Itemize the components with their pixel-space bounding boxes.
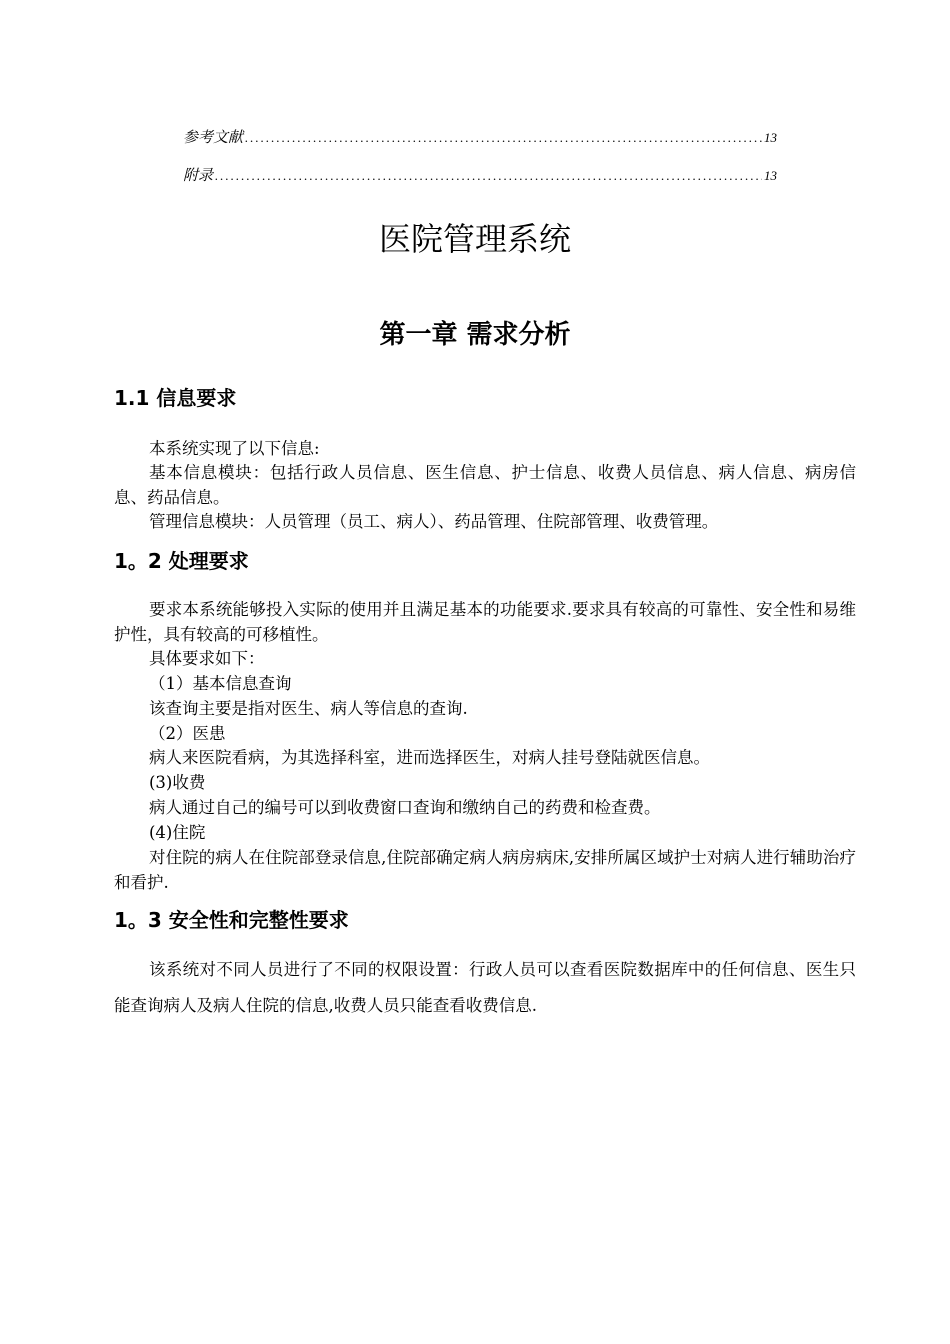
paragraph: 基本信息模块：包括行政人员信息、医生信息、护士信息、收费人员信息、病人信息、病房信息、药品信息。 [114, 463, 856, 507]
list-item-label: (3)收费 [149, 773, 206, 792]
paragraph: 具体要求如下： [149, 649, 265, 668]
chapter-heading: 第一章 需求分析 [379, 320, 571, 350]
list-item-label: (4)住院 [149, 823, 206, 842]
section-heading-processing-requirements: 1。2 处理要求 [114, 549, 249, 573]
toc-page-number: 13 [764, 168, 777, 183]
paragraph: 该系统对不同人员进行了不同的权限设置：行政人员可以查看医院数据库中的任何信息、医生只能查询病人及病人住院的信息,收费人员只能查看收费信息. [114, 960, 856, 1015]
toc-entry-appendix[interactable] [183, 164, 777, 186]
section-heading-security-integrity: 1。3 安全性和完整性要求 [114, 908, 349, 932]
list-item-label: （1）基本信息查询 [149, 674, 292, 693]
document-title: 医院管理系统 [378, 220, 571, 258]
list-item-text: 病人通过自己的编号可以到收费窗口查询和缴纳自己的药费和检查费。 [149, 798, 661, 817]
paragraph: 本系统实现了以下信息: [149, 439, 320, 458]
list-item-text: 病人来医院看病，为其选择科室，进而选择医生，对病人挂号登陆就医信息。 [149, 748, 710, 767]
paragraph: 要求本系统能够投入实际的使用并且满足基本的功能要求.要求具有较高的可靠性、安全性和易维护性，具有较高的可移植性。 [114, 600, 856, 644]
list-item-text: 该查询主要是指对医生、病人等信息的查询. [149, 699, 468, 718]
toc-entry-label: 附录 [183, 168, 214, 184]
toc-leader-dots [245, 130, 762, 146]
toc-entry-references[interactable] [183, 126, 777, 148]
list-item-text: 对住院的病人在住院部登录信息,住院部确定病人病房病床,安排所属区域护士对病人进行辅助治疗和看护. [114, 848, 856, 892]
toc-page-number: 13 [764, 130, 777, 145]
paragraph: 管理信息模块：人员管理（员工、病人）、药品管理、住院部管理、收费管理。 [149, 512, 719, 531]
toc-entry-label: 参考文献 [183, 130, 244, 146]
section-heading-info-requirements: 1.1 信息要求 [114, 386, 237, 410]
list-item-label: （2）医患 [149, 724, 226, 743]
toc-leader-dots [215, 168, 762, 184]
